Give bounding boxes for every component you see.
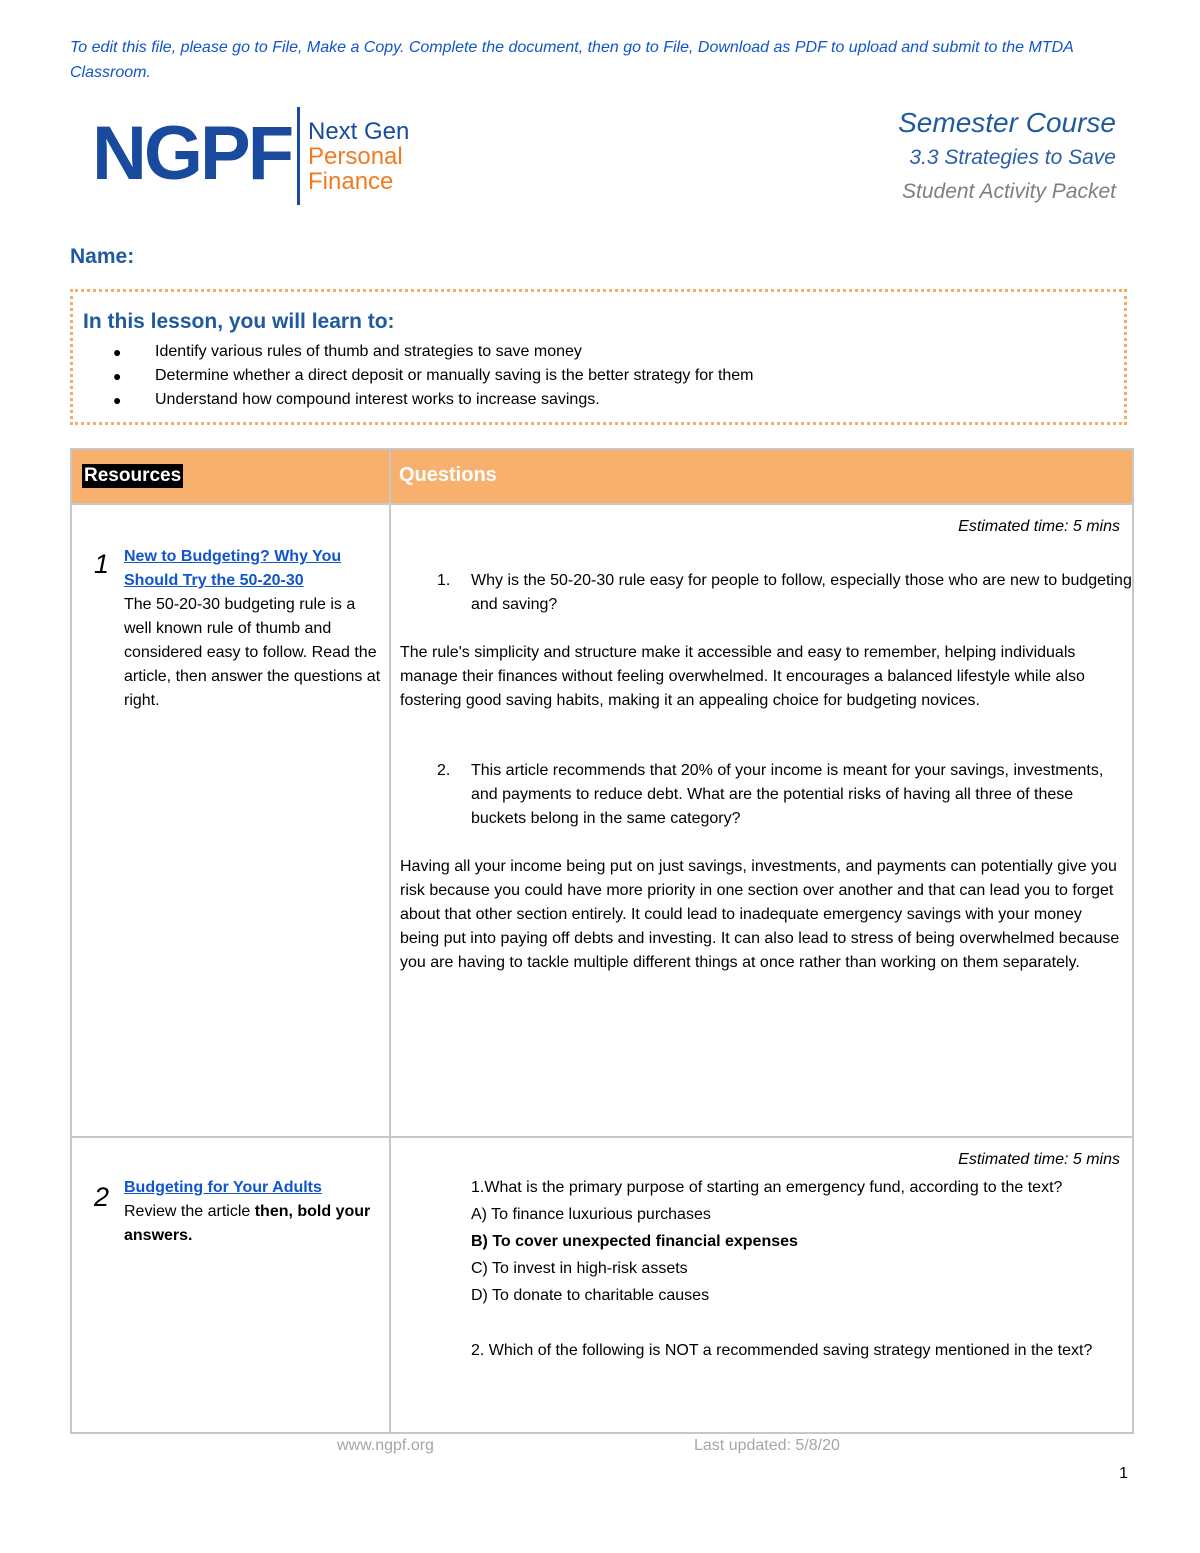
answer-1-field[interactable]: The rule's simplicity and structure make it accessible and easy to remember, helping individuals manage their finances without feeling overwhelmed. It encourages a balanced lifestyle while also fostering good saving habits, making it an appealing choice for budgeting novices.	[400, 644, 1085, 709]
lesson-objectives-box	[70, 289, 1127, 425]
list-item	[113, 364, 754, 388]
course-title: Semester Course	[898, 107, 1116, 138]
resources-header-label: Resources	[84, 465, 182, 486]
edit-instructions: To edit this file, please go to File, Make a Copy. Complete the document, then go to File, Download as PDF to upload and submit to the MTDA Classroom.	[70, 39, 1074, 81]
question-number: 2.	[437, 762, 451, 779]
resource-cell-1	[71, 504, 390, 1137]
resource-description-bold: then, bold your answers.	[124, 1203, 371, 1244]
question-cell-2	[390, 1137, 1133, 1433]
resources-header	[71, 449, 390, 504]
question-number: 1.	[437, 572, 451, 589]
resource-text	[124, 1176, 382, 1248]
question-text: This article recommends that 20% of your income is meant for your savings, investments, and payments to reduce debt. What are the potential risks of having all three of these buckets belong in the same category?	[471, 762, 1104, 827]
bullet-icon: ●	[113, 368, 122, 384]
list-item	[113, 388, 754, 412]
resource-cell-2	[71, 1137, 390, 1433]
packet-title: Student Activity Packet	[902, 180, 1116, 203]
mc-question-2: 2. Which of the following is NOT a recommended saving strategy mentioned in the text?	[471, 1342, 1093, 1359]
table-row	[71, 1137, 1133, 1433]
logo-line-1: Next Gen	[308, 118, 410, 145]
resource-description: The 50-20-30 budgeting rule is a well known rule of thumb and considered easy to follow. Read the article, then answer the questions at right.	[124, 596, 381, 709]
name-label: Name:	[70, 245, 135, 268]
objective-text: Understand how compound interest works to increase savings.	[155, 391, 600, 408]
logo-mark: NGPF	[92, 111, 292, 196]
list-item	[113, 340, 754, 364]
mc-question-1: 1.What is the primary purpose of starting an emergency fund, according to the text?	[471, 1179, 1063, 1196]
questions-header	[390, 449, 1133, 504]
lesson-title: In this lesson, you will learn to:	[83, 310, 395, 333]
logo-line-3: Finance	[308, 168, 394, 195]
resource-link-50-20-30[interactable]: New to Budgeting? Why You Should Try the 50-20-30	[124, 548, 342, 589]
course-header	[898, 105, 1116, 209]
option-c[interactable]: C) To invest in high-risk assets	[471, 1260, 688, 1277]
question-text: Why is the 50-20-30 rule easy for people to follow, especially those who are new to budgeting and saving?	[471, 572, 1132, 613]
table-row	[71, 504, 1133, 1137]
logo-wordmark	[308, 119, 409, 194]
resource-number: 1	[94, 549, 110, 579]
ngpf-logo	[92, 107, 432, 207]
questions-header-label: Questions	[399, 464, 497, 486]
question-2	[391, 759, 1132, 831]
bullet-icon: ●	[113, 392, 122, 408]
footer-last-updated: Last updated: 5/8/20	[694, 1437, 840, 1454]
resource-number: 2	[94, 1182, 110, 1212]
estimated-time: Estimated time: 5 mins	[958, 518, 1120, 535]
objective-text: Identify various rules of thumb and strategies to save money	[155, 343, 582, 360]
question-1	[391, 569, 1132, 617]
page-number: 1	[1119, 1465, 1128, 1482]
unit-title: 3.3 Strategies to Save	[909, 146, 1116, 169]
resource-description: Review the article	[124, 1203, 255, 1220]
resource-text	[124, 545, 382, 713]
option-d[interactable]: D) To donate to charitable causes	[471, 1287, 710, 1304]
table-header-row	[71, 449, 1133, 504]
resource-link-budgeting-adults[interactable]: Budgeting for Your Adults	[124, 1179, 322, 1196]
question-cell-1	[390, 504, 1133, 1137]
lesson-objectives-list	[113, 340, 754, 412]
bullet-icon: ●	[113, 344, 122, 360]
option-a[interactable]: A) To finance luxurious purchases	[471, 1206, 711, 1223]
estimated-time: Estimated time: 5 mins	[958, 1151, 1120, 1168]
option-b-selected[interactable]: B) To cover unexpected financial expenses	[471, 1233, 798, 1250]
answer-2-field[interactable]: Having all your income being put on just savings, investments, and payments can potentially give you risk because you could have more priority in one section over another and that can lead you to forget about that other section entirely. It could lead to inadequate emergency savings with your money being put into paying off debts and investing. It can also lead to stress of being overwhelmed because you are having to tackle multiple different things at once rather than working on them separately.	[400, 858, 1120, 971]
footer-url[interactable]: www.ngpf.org	[337, 1437, 434, 1454]
activity-table	[70, 448, 1134, 1434]
logo-line-2: Personal	[308, 143, 403, 170]
objective-text: Determine whether a direct deposit or manually saving is the better strategy for them	[155, 367, 754, 384]
logo-divider	[297, 107, 300, 205]
